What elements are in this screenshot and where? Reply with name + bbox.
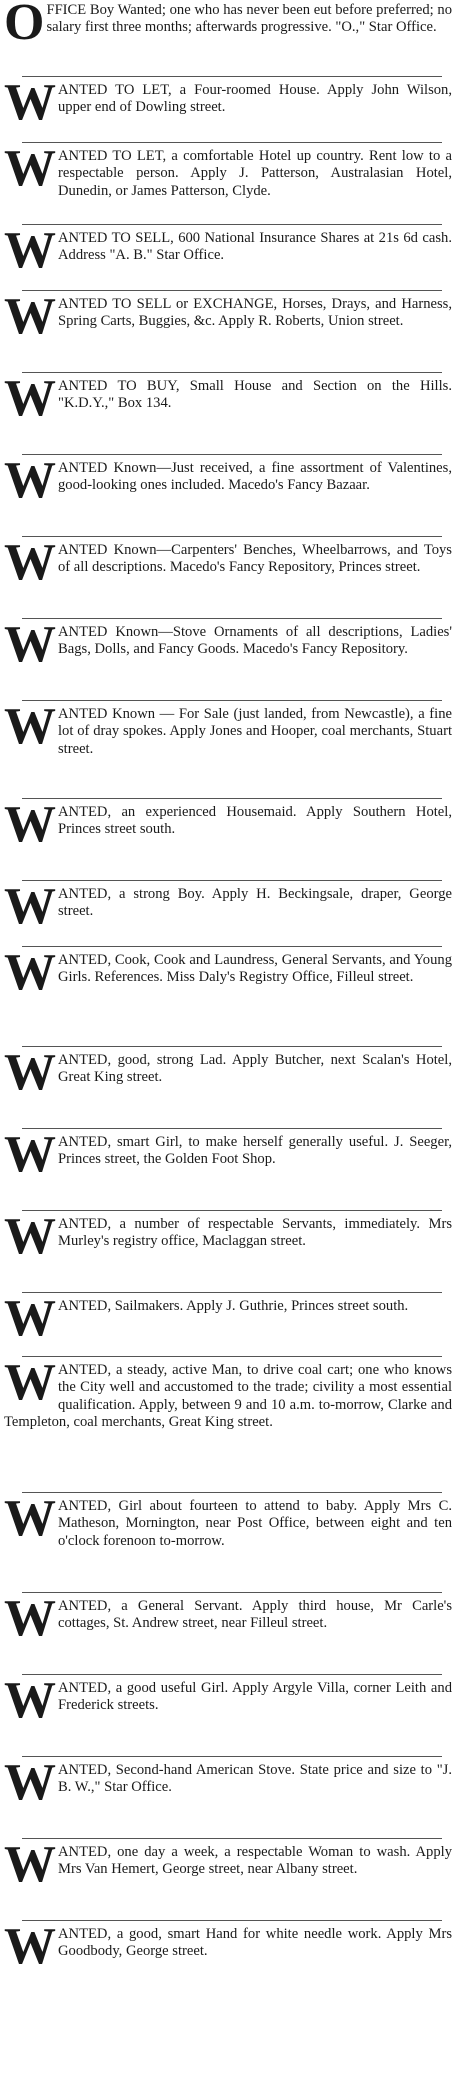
ad-carpenters-benches [4,542,452,614]
divider [22,1838,442,1839]
divider [22,372,442,373]
ad-cook-laundress [4,952,452,1042]
ad-stove-ornaments [4,624,452,696]
drop-cap: W [4,1362,54,1411]
divider [22,1128,442,1129]
ad-text: ANTED, good, strong Lad. Apply Butcher, next Scalan's Hotel, Great King street. [58,1052,452,1086]
divider [22,946,442,947]
ad-general-servant [4,1598,452,1670]
drop-cap: W [4,624,54,673]
ad-text: ANTED, Second-hand American Stove. State price and size to "J. B. W.," Star Office. [58,1762,452,1796]
ad-strong-lad [4,1052,452,1124]
ad-text: FFICE Boy Wanted; one who has never been eut before preferred; no salary first three months; afterwards progressive. "O.," Star Office. [46,2,452,36]
divider [22,1292,442,1293]
divider [22,1674,442,1675]
ad-wanted-to-sell-shares [4,230,452,286]
ad-washerwoman [4,1844,452,1916]
divider [22,1492,442,1493]
ad-servants [4,1216,452,1288]
ad-text: ANTED, Sailmakers. Apply J. Guthrie, Princes street south. [58,1298,409,1314]
divider [22,798,442,799]
divider [22,536,442,537]
divider [22,880,442,881]
drop-cap: W [4,952,54,1001]
ad-text: ANTED, a steady, active Man, to drive coal cart; one who knows the City well and accustomed to the trade; civility a most essential qualification. Apply, between 9 and 10 a.m. to-morrow, Clarke and Templeton, coal merchants, Great King street. [4,1362,452,1431]
ad-wanted-to-buy [4,378,452,450]
drop-cap: W [4,804,54,853]
drop-cap: W [4,542,54,591]
divider [22,142,442,143]
divider [22,224,442,225]
ad-text: ANTED TO SELL or EXCHANGE, Horses, Drays, and Harness, Spring Carts, Buggies, &c. Apply R. Roberts, Union street. [58,296,452,330]
drop-cap: O [4,2,43,51]
divider [22,1592,442,1593]
divider [22,618,442,619]
ad-american-stove [4,1762,452,1834]
divider [22,290,442,291]
divider [22,454,442,455]
ad-text: ANTED TO LET, a Four-roomed House. Apply John Wilson, upper end of Dowling street. [58,82,452,116]
ad-sailmakers [4,1298,452,1352]
ad-text: ANTED, a General Servant. Apply third house, Mr Carle's cottages, St. Andrew street, near Filleul street. [58,1598,452,1632]
ad-useful-girl [4,1680,452,1752]
drop-cap: W [4,1134,54,1183]
ad-text: ANTED TO BUY, Small House and Section on the Hills. "K.D.Y.," Box 134. [58,378,452,412]
ad-text: ANTED, Girl about fourteen to attend to baby. Apply Mrs C. Matheson, Mornington, near Post Office, between eight and ten o'clock forenoon to-morrow. [58,1498,452,1549]
ad-text: ANTED Known—Carpenters' Benches, Wheelbarrows, and Toys of all descriptions. Macedo's Fancy Repository, Princes street. [58,542,452,576]
ad-text: ANTED, a number of respectable Servants, immediately. Mrs Murley's registry office, Maclaggan street. [58,1216,452,1250]
ad-text: ANTED, a strong Boy. Apply H. Beckingsale, draper, George street. [58,886,452,920]
drop-cap: W [4,1498,54,1547]
drop-cap: W [4,1762,54,1811]
drop-cap: W [4,1052,54,1101]
ad-coal-cart-man [4,1362,452,1488]
drop-cap: W [4,82,54,131]
ad-text: ANTED Known — For Sale (just landed, from Newcastle), a fine lot of dray spokes. Apply Jones and Hooper, coal merchants, Stuart street. [58,706,452,757]
ad-dray-spokes [4,706,452,794]
ad-text: ANTED, a good useful Girl. Apply Argyle Villa, corner Leith and Frederick streets. [58,1680,452,1714]
ad-text: ANTED, an experienced Housemaid. Apply Southern Hotel, Princes street south. [58,804,452,838]
drop-cap: W [4,378,54,427]
drop-cap: W [4,1598,54,1647]
divider [22,1210,442,1211]
ad-housemaid [4,804,452,876]
drop-cap: W [4,148,54,197]
ad-text: ANTED, a good, smart Hand for white needle work. Apply Mrs Goodbody, George street. [58,1926,452,1960]
divider [22,1920,442,1921]
classified-column [4,0,460,2078]
ad-strong-boy [4,886,452,942]
ad-text: ANTED, one day a week, a respectable Woman to wash. Apply Mrs Van Hemert, George street, near Albany street. [58,1844,452,1878]
ad-text: ANTED, Cook, Cook and Laundress, General Servants, and Young Girls. References. Miss Daly's Registry Office, Filleul street. [58,952,452,986]
drop-cap: W [4,1844,54,1893]
ad-smart-girl [4,1134,452,1206]
ad-text: ANTED Known—Stove Ornaments of all descriptions, Ladies' Bags, Dolls, and Fancy Goods. Macedo's Fancy Repository. [58,624,452,658]
ad-needle-work [4,1926,452,1998]
ad-text: ANTED TO LET, a comfortable Hotel up country. Rent low to a respectable person. Apply J. Patterson, Australasian Hotel, Dunedin, or James Patterson, Clyde. [58,148,452,199]
ad-girl-for-baby [4,1498,452,1588]
divider [22,1756,442,1757]
drop-cap: W [4,230,54,279]
drop-cap: W [4,1926,54,1975]
drop-cap: W [4,460,54,509]
drop-cap: W [4,1680,54,1729]
ad-text: ANTED, smart Girl, to make herself generally useful. J. Seeger, Princes street, the Golden Foot Shop. [58,1134,452,1168]
ad-wanted-to-let-house [4,82,452,138]
divider [22,1046,442,1047]
ad-valentines [4,460,452,532]
divider [22,700,442,701]
ad-office-boy [4,2,452,72]
divider [22,1356,442,1357]
drop-cap: W [4,706,54,755]
drop-cap: W [4,886,54,935]
drop-cap: W [4,296,54,345]
drop-cap: W [4,1216,54,1265]
divider [22,76,442,77]
ad-wanted-to-sell-horses [4,296,452,368]
drop-cap: W [4,1298,54,1347]
ad-text: ANTED TO SELL, 600 National Insurance Shares at 21s 6d cash. Address "A. B." Star Office. [58,230,452,264]
ad-wanted-to-let-hotel [4,148,452,220]
ad-text: ANTED Known—Just received, a fine assortment of Valentines, good-looking ones included. Macedo's Fancy Bazaar. [58,460,452,494]
